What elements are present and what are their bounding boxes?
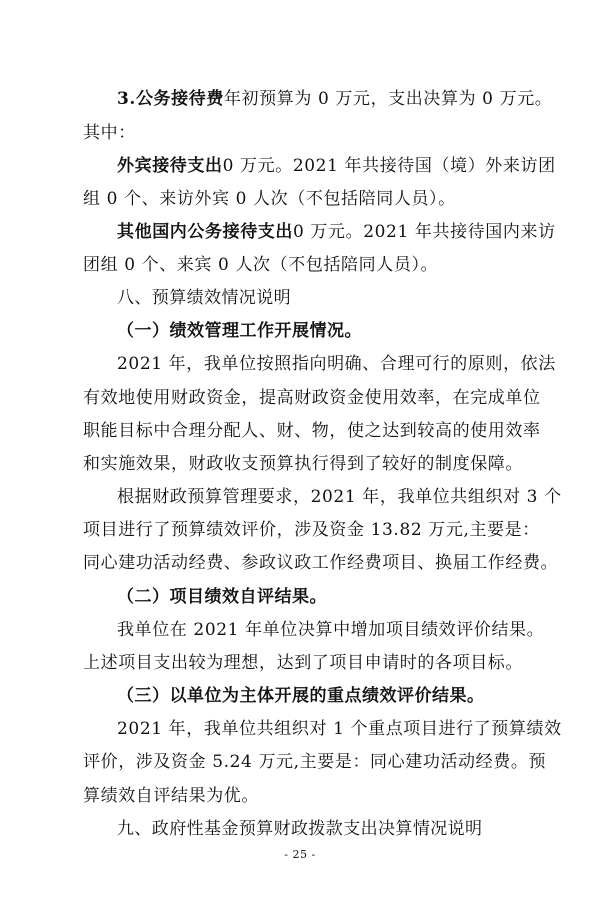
paragraph-line: 有效地使用财政资金，提高财政资金使用效率，在完成单位	[83, 388, 541, 408]
paragraph-line: 和实施效果，财政收支预算执行得到了较好的制度保障。	[83, 454, 523, 474]
reception-fee-text: 年初预算为 0 万元，支出决算为 0 万元。	[223, 89, 553, 109]
domestic-reception-line	[117, 221, 556, 243]
paragraph-line: 根据财政预算管理要求，2021 年，我单位共组织对 3 个	[117, 487, 562, 507]
paragraph-line: 我单位在 2021 年单位决算中增加项目绩效评价结果。	[117, 620, 545, 640]
section-9-heading: 九、政府性基金预算财政拨款支出决算情况说明	[117, 819, 483, 839]
reception-fee-line	[117, 88, 552, 110]
subsection-1-heading: （一）绩效管理工作开展情况。	[117, 321, 362, 341]
page-number: - 25 -	[284, 848, 316, 861]
foreign-reception-text: 0 万元。2021 年共接待国（境）外来访团	[222, 156, 556, 176]
paragraph-line: 算绩效自评结果为优。	[83, 786, 259, 806]
domestic-reception-text: 0 万元。2021 年共接待国内来访	[293, 222, 556, 242]
foreign-reception-line-2: 组 0 个、来访外宾 0 人次（不包括陪同人员）。	[83, 189, 456, 209]
foreign-reception-line	[117, 155, 556, 177]
paragraph-line: 2021 年，我单位共组织对 1 个重点项目进行了预算绩效	[117, 719, 562, 739]
paragraph-line: 项目进行了预算绩效评价，涉及资金 13.82 万元,主要是：	[83, 520, 540, 540]
paragraph-line: 评价，涉及资金 5.24 万元,主要是：同心建功活动经费。预	[83, 752, 547, 772]
paragraph-line: 职能目标中合理分配人、财、物，使之达到较高的使用效率	[83, 421, 541, 441]
subsection-2-heading: （二）项目绩效自评结果。	[117, 587, 327, 607]
paragraph-line: 2021 年，我单位按照指向明确、合理可行的原则，依法	[117, 354, 556, 374]
subsection-3-heading: （三）以单位为主体开展的重点绩效评价结果。	[117, 686, 485, 706]
paragraph-line: 上述项目支出较为理想，达到了项目申请时的各项目标。	[83, 653, 523, 673]
paragraph-line: 同心建功活动经费、参政议政工作经费项目、换届工作经费。	[83, 553, 559, 573]
reception-fee-label: 3.公务接待费	[117, 89, 224, 109]
foreign-reception-label: 外宾接待支出	[117, 156, 223, 176]
section-8-heading: 八、预算绩效情况说明	[117, 288, 291, 308]
domestic-reception-line-2: 团组 0 个、来宾 0 人次（不包括陪同人员）。	[83, 255, 439, 275]
domestic-reception-label: 其他国内公务接待支出	[117, 222, 293, 242]
reception-among-line: 其中：	[83, 123, 136, 143]
